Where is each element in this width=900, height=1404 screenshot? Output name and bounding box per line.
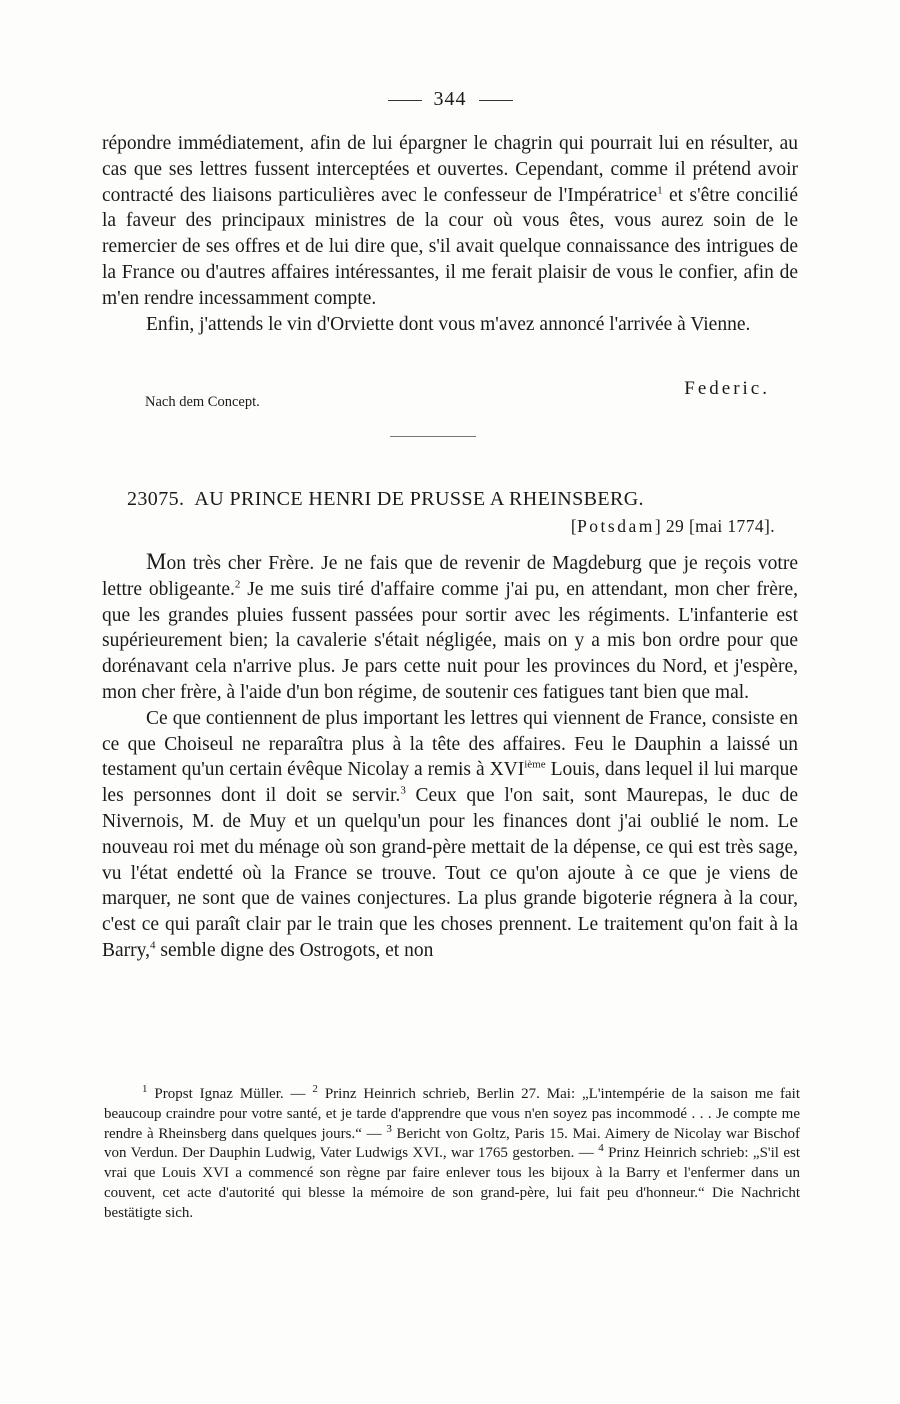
footnote-mark: 3 — [386, 1122, 392, 1135]
footnote-mark: 1 — [142, 1083, 148, 1095]
date: 29 [mai 1774]. — [665, 516, 775, 536]
page-number-line — [0, 88, 900, 111]
footnotes — [104, 1085, 800, 1224]
text-run: et s'être concilié la faveur des principaux ministres de la cour où vous êtes, vous aurez soin de le remercier de ses offres et de lui dire que, s'il avait quelque connaissance des intrigues de la France ou d'autres affaires intéressantes, il me ferait plaisir de vous le confier, afin de m'en rendre incessamment compte. — [102, 184, 798, 309]
letter-body — [102, 549, 798, 964]
place: Potsdam — [577, 516, 655, 536]
text-run: semble digne des Ostrogots, et non — [155, 939, 434, 961]
footnote-ref: 2 — [234, 578, 241, 591]
text-run: Ceux que l'on sait, sont Maurepas, le duc de Nivernois, M. de Muy et un quelqu'un pour les finances dont j'ai oublié le nom. Le nouveau roi met du ménage où son grand-père mettait de la dépense, ce qui est très sage, vu l'état endetté où la France se trouve. Tout ce qu'on ajoute à ce que je viens de marquer, ne sont que de vaines conjectures. La plus grande bigoterie régnera à la cour, c'est ce qui paraît clair par le train que les choses prennent. Le traitement qu'on fait à la Barry, — [102, 785, 798, 961]
text-run: répondre immédiatement, afin de lui épargner le chagrin qui pourrait lui en résulter, au cas que ses lettres fussent interceptées et ouvertes. Cependant, comme il prétend avoir contracté des liaisons particulières avec le confesseur de l'Impératrice — [102, 133, 798, 206]
letter-title: AU PRINCE HENRI DE PRUSSE A RHEINSBERG. — [194, 488, 644, 510]
footnote-ref: 4 — [150, 939, 156, 952]
previous-letter-ending — [102, 131, 798, 337]
paragraph: Enfin, j'attends le vin d'Orviette dont vous m'avez annoncé l'arrivée à Vienne. — [146, 313, 751, 335]
dash-right — [479, 100, 513, 101]
page-number: 344 — [433, 88, 467, 110]
footnote-text: Bericht von Goltz, Paris 15. Mai. Aimery de Nicolay war Bischof von Verdun. Der Dauphin Ludwig, Vater Ludwigs XVI., war 1765 gestorben. — — [104, 1125, 800, 1162]
letter-heading — [127, 488, 644, 511]
footnote-block — [104, 1085, 800, 1224]
footnote-mark: 2 — [312, 1083, 318, 1095]
footnote-ref: 1 — [657, 184, 663, 197]
superscript: ième — [524, 758, 546, 771]
salutation-initial: M — [146, 549, 167, 574]
footnote-text: Propst Ignaz Müller. — — [147, 1086, 313, 1102]
text-run: Ce que contiennent de plus important les lettres qui viennent de France, consiste en ce que Choiseul ne reparaîtra plus à la tête des affaires. Feu le Dauphin a laissé un testament qu'un certain évêque Nicolay a remis à XVI — [102, 707, 798, 781]
footnote-text: Prinz Heinrich schrieb, Berlin 27. Mai: „L'intempérie de la saison me fait beaucoup craindre pour votre santé, et je tarde d'apprendre que vous n'en soyez pas incommodé . . . Je compte me rendre à Rheinsberg dans quelques jours.“ — — [104, 1086, 800, 1142]
text-run: on très cher Frère. Je ne fais que de revenir de Magdeburg que je reçois votre lettre obligeante. — [102, 553, 798, 600]
paragraph — [102, 549, 798, 706]
dateline: [Potsdam] 29 [mai 1774]. — [570, 516, 775, 536]
dash-left — [388, 100, 422, 101]
source-note: Nach dem Concept. — [145, 394, 260, 410]
footnote-mark: 4 — [598, 1142, 604, 1155]
paragraph — [102, 131, 798, 312]
signature: Federic. — [684, 378, 770, 399]
letter-number: 23075. — [127, 488, 185, 510]
paragraph — [102, 706, 798, 964]
footnote-text: Prinz Heinrich schrieb: „S'il est vrai que Louis XVI a commencé son règne par faire enlever tous les bijoux à la Barry et l'enfermer dans un couvent, cet acte d'autorité qui blesse la mémoire de son grand-père, lui fait peu d'honneur.“ Die Nachricht bestätigte sich. — [104, 1145, 801, 1221]
letter-separator — [390, 436, 476, 437]
footnote-ref: 3 — [400, 784, 406, 797]
text-run: Louis, dans lequel il lui marque les personnes dont il doit se servir. — [102, 759, 798, 807]
text-run: Je me suis tiré d'affaire comme j'ai pu, en attendant, mon cher frère, que les grandes pluies fussent passées pour sortir avec les régiments. L'infanterie est supérieurement bien; la cavalerie s'était négligée, mais on y a mis bon ordre pour que dorénavant cela n'arrive plus. Je pars cette nuit pour les provinces du Nord, et j'espère, mon cher frère, à l'aide d'un bon régime, de soutenir ces fatigues tant bien que mal. — [102, 578, 798, 703]
